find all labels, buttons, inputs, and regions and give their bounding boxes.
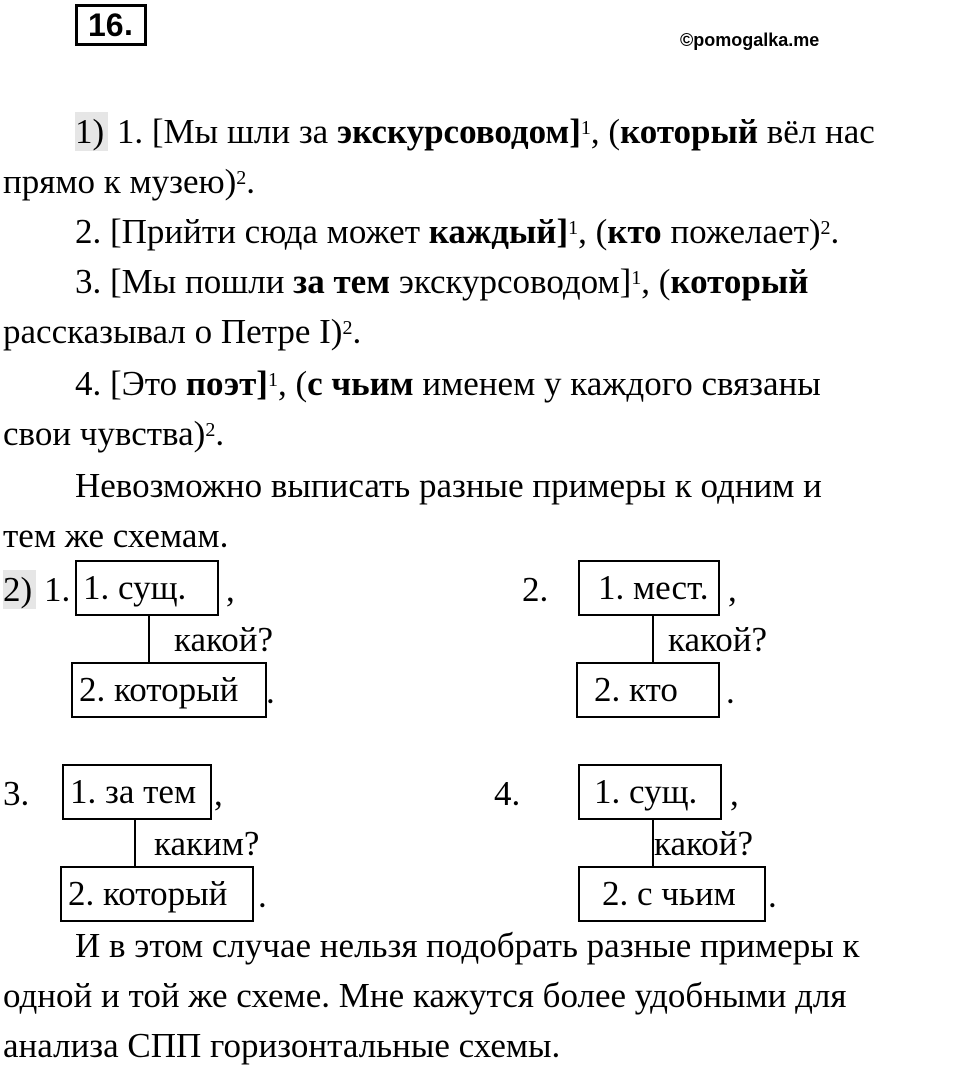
part-2-marker: 2) bbox=[3, 570, 36, 609]
bold-word: который bbox=[670, 262, 809, 301]
text: именем у каждого связаны bbox=[413, 364, 821, 403]
text: . bbox=[352, 312, 362, 351]
text: свои чувства) bbox=[3, 414, 206, 453]
scheme-3-sub-clause: 2. который bbox=[60, 866, 254, 922]
clause-index: 2 bbox=[236, 167, 247, 189]
scheme-1-label: 1. bbox=[44, 570, 71, 609]
clause-index: 1 bbox=[267, 369, 278, 391]
part-1-marker: 1) bbox=[75, 112, 108, 151]
scheme-1-link-line bbox=[148, 616, 150, 662]
scheme-1-comma: , bbox=[226, 570, 235, 609]
sentence-4-line-1 bbox=[75, 364, 821, 404]
bold-word: который bbox=[620, 112, 759, 151]
clause-index: 2 bbox=[342, 317, 353, 339]
scheme-2-question: какой? bbox=[668, 620, 768, 659]
conclusion-line-3: анализа СПП горизонтальные схемы. bbox=[3, 1026, 561, 1065]
text: прямо к музею) bbox=[3, 162, 237, 201]
site-watermark: ©pomogalka.me bbox=[680, 30, 820, 50]
bold-word: каждый] bbox=[428, 212, 569, 251]
text: , ( bbox=[590, 112, 621, 151]
sentence-1-line-2 bbox=[3, 162, 255, 202]
text: , ( bbox=[578, 212, 608, 251]
bold-word: за тем bbox=[293, 262, 391, 301]
scheme-3-link-line bbox=[134, 820, 136, 868]
scheme-2-comma: , bbox=[728, 570, 737, 609]
scheme-4-dot: . bbox=[768, 876, 777, 915]
sentence-1-line-1 bbox=[75, 112, 875, 152]
scheme-3-comma: , bbox=[214, 774, 223, 813]
scheme-4-main-clause: 1. сущ. bbox=[578, 764, 722, 820]
text: . bbox=[215, 414, 225, 453]
bold-word: экскурсоводом] bbox=[336, 112, 581, 151]
text: 1. [Мы шли за bbox=[116, 112, 337, 151]
scheme-4-label: 4. bbox=[494, 774, 521, 813]
text: . bbox=[830, 212, 840, 251]
note-line-1: Невозможно выписать разные примеры к одним и bbox=[75, 466, 822, 505]
text: рассказывал о Петре I) bbox=[3, 312, 343, 351]
scheme-3-dot: . bbox=[258, 876, 267, 915]
text: , ( bbox=[641, 262, 671, 301]
scheme-3-main-clause: 1. за тем bbox=[62, 764, 212, 820]
conclusion-line-2: одной и той же схеме. Мне кажутся более удобными для bbox=[3, 976, 847, 1015]
text: пожелает) bbox=[661, 212, 821, 251]
clause-index: 1 bbox=[580, 117, 591, 139]
clause-index: 2 bbox=[820, 217, 831, 239]
scheme-1-dot: . bbox=[266, 672, 275, 711]
scheme-2-sub-clause: 2. кто bbox=[576, 662, 720, 718]
part-2-label bbox=[3, 570, 36, 610]
note-line-2: тем же схемам. bbox=[3, 516, 229, 555]
scheme-2-link-line bbox=[652, 616, 654, 662]
conclusion-line-1: И в этом случае нельзя подобрать разные примеры к bbox=[75, 926, 860, 965]
sentence-4-line-2 bbox=[3, 414, 224, 454]
sentence-2 bbox=[75, 212, 839, 252]
scheme-3-question: каким? bbox=[154, 824, 260, 863]
scheme-4-sub-clause: 2. с чьим bbox=[578, 866, 766, 922]
text: 3. [Мы пошли bbox=[75, 262, 294, 301]
clause-index: 2 bbox=[205, 419, 216, 441]
scheme-1-sub-clause: 2. который bbox=[71, 662, 267, 718]
text: 2. [Прийти сюда может bbox=[75, 212, 429, 251]
text: вёл нас bbox=[758, 112, 875, 151]
scheme-4-comma: , bbox=[730, 774, 739, 813]
task-number-dot: . bbox=[124, 6, 133, 42]
clause-index: 1 bbox=[568, 217, 579, 239]
scheme-1-main-clause: 1. сущ. bbox=[75, 560, 219, 616]
text: , ( bbox=[277, 364, 308, 403]
bold-word: кто bbox=[607, 212, 662, 251]
scheme-3-label: 3. bbox=[3, 774, 30, 813]
sentence-3-line-2 bbox=[3, 312, 361, 352]
scheme-2-label: 2. bbox=[522, 570, 549, 609]
scheme-2-dot: . bbox=[726, 672, 735, 711]
task-number: 16 bbox=[88, 7, 124, 43]
scheme-2-main-clause: 1. мест. bbox=[578, 560, 720, 616]
scheme-4-question: какой? bbox=[654, 824, 754, 863]
sentence-3-line-1 bbox=[75, 262, 808, 302]
text: 4. [Это bbox=[75, 364, 186, 403]
text: экскурсоводом] bbox=[390, 262, 632, 301]
bold-word: с чьим bbox=[307, 364, 414, 403]
task-number-box bbox=[75, 4, 147, 46]
clause-index: 1 bbox=[631, 267, 642, 289]
scheme-1-question: какой? bbox=[174, 620, 274, 659]
text: . bbox=[246, 162, 256, 201]
bold-word: поэт] bbox=[185, 364, 268, 403]
